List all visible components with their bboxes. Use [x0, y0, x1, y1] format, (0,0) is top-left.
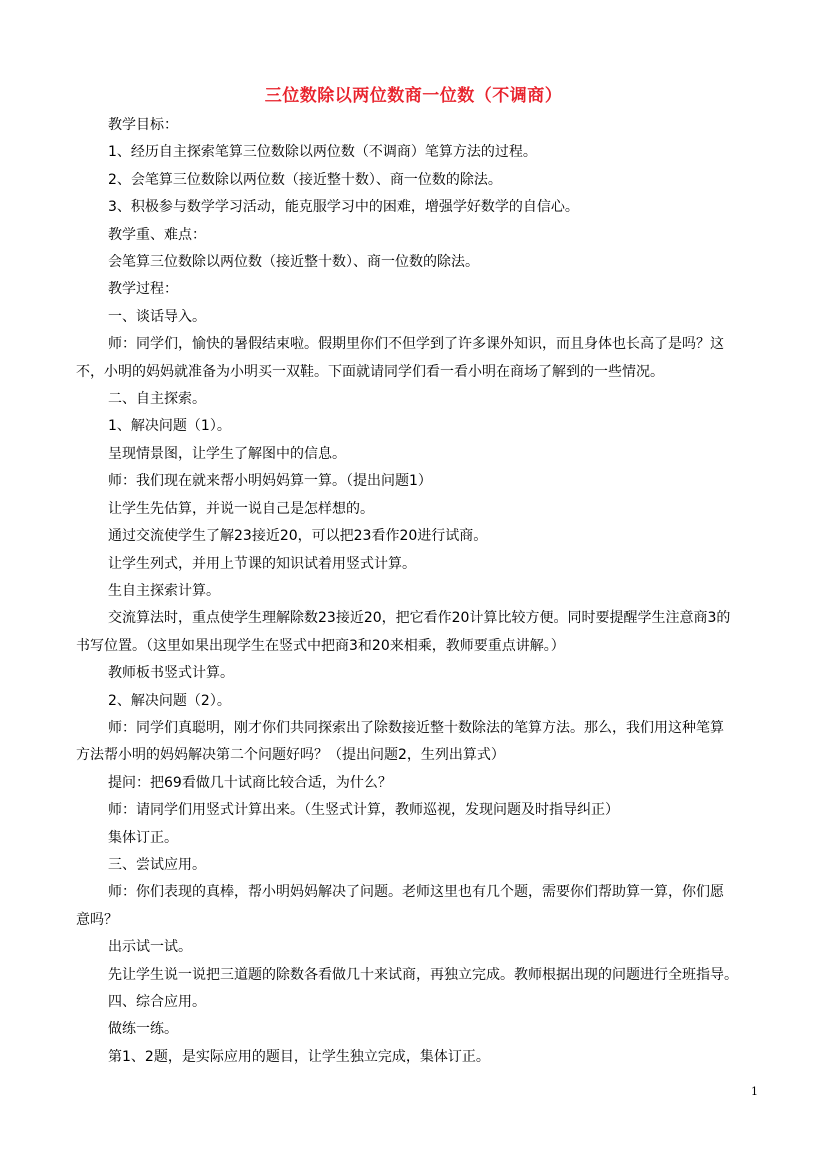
step-heading-1: 一、谈话导入。 — [108, 308, 206, 325]
paragraph-line: 第1、2题，是实际应用的题目，让学生独立完成，集体订正。 — [108, 1048, 490, 1065]
objective-3: 3、积极参与数学学习活动，能克服学习中的困难，增强学好数学的自信心。 — [108, 199, 579, 216]
paragraph-line: 让学生列式，并用上节课的知识试着用竖式计算。 — [108, 555, 416, 572]
paragraph-line-continued: 不，小明的妈妈就准备为小明买一双鞋。下面就请同学们看一看小明在商场了解到的一些情况。 — [76, 363, 664, 380]
step-heading-2: 二、自主探索。 — [108, 391, 206, 408]
paragraph-line-continued: 书写位置。（这里如果出现学生在竖式中把商3和20来相乘，教师要重点讲解。） — [76, 637, 565, 654]
paragraph-line: 让学生先估算，并说一说自己是怎样想的。 — [108, 500, 374, 517]
paragraph-line-continued: 意吗？ — [76, 911, 118, 928]
paragraph-line: 呈现情景图，让学生了解图中的信息。 — [108, 445, 346, 462]
page-number: 1 — [751, 1085, 758, 1098]
paragraph-line: 做练一练。 — [108, 1021, 178, 1038]
paragraph-line: 师：你们表现的真棒，帮小明妈妈解决了问题。老师这里也有几个题，需要你们帮助算一算，你们愿 — [108, 884, 724, 901]
step-heading-4: 四、综合应用。 — [108, 994, 206, 1010]
section-heading-key-points: 教学重、难点： — [108, 226, 206, 243]
paragraph-line: 师：我们现在就来帮小明妈妈算一算。（提出问题1） — [108, 473, 432, 490]
paragraph-line: 集体订正。 — [108, 829, 178, 846]
document-title: 三位数除以两位数商一位数（不调商） — [264, 86, 563, 106]
paragraph-line: 师：同学们，愉快的暑假结束啦。假期里你们不但学到了许多课外知识，而且身体也长高了是吗？这 — [108, 336, 724, 353]
sub-heading-problem-2: 2、解决问题（2）。 — [108, 692, 231, 709]
paragraph-line: 师：请同学们用竖式计算出来。（生竖式计算，教师巡视，发现问题及时指导纠正） — [108, 802, 619, 819]
step-heading-3: 三、尝试应用。 — [108, 856, 206, 873]
key-point-text: 会笔算三位数除以两位数（接近整十数）、商一位数的除法。 — [108, 254, 479, 271]
paragraph-line: 师：同学们真聪明，刚才你们共同探索出了除数接近整十数除法的笔算方法。那么，我们用这种笔算 — [108, 719, 724, 736]
document-body — [76, 112, 750, 1071]
section-heading-process: 教学过程： — [108, 281, 178, 298]
objective-2: 2、会笔算三位数除以两位数（接近整十数）、商一位数的除法。 — [108, 171, 502, 188]
objective-1: 1、经历自主探索笔算三位数除以两位数（不调商）笔算方法的过程。 — [108, 144, 537, 161]
paragraph-line: 提问：把69看做几十试商比较合适，为什么？ — [108, 774, 392, 791]
paragraph-line: 教师板书竖式计算。 — [108, 665, 234, 682]
paragraph-line-continued: 方法帮小明的妈妈解决第二个问题好吗？（提出问题2，生列出算式） — [76, 747, 505, 764]
paragraph-line: 交流算法时，重点使学生理解除数23接近20，把它看作20计算比较方便。同时要提醒学生注意商3的 — [108, 610, 731, 627]
paragraph-line: 生自主探索计算。 — [108, 582, 220, 599]
paragraph-line: 出示试一试。 — [108, 939, 192, 956]
sub-heading-problem-1: 1、解决问题（1）。 — [108, 418, 231, 435]
paragraph-line: 先让学生说一说把三道题的除数各看做几十来试商，再独立完成。教师根据出现的问题进行全班指导。 — [108, 966, 738, 983]
section-heading-objectives: 教学目标： — [108, 117, 178, 133]
paragraph-line: 通过交流使学生了解23接近20，可以把23看作20进行试商。 — [108, 528, 488, 545]
